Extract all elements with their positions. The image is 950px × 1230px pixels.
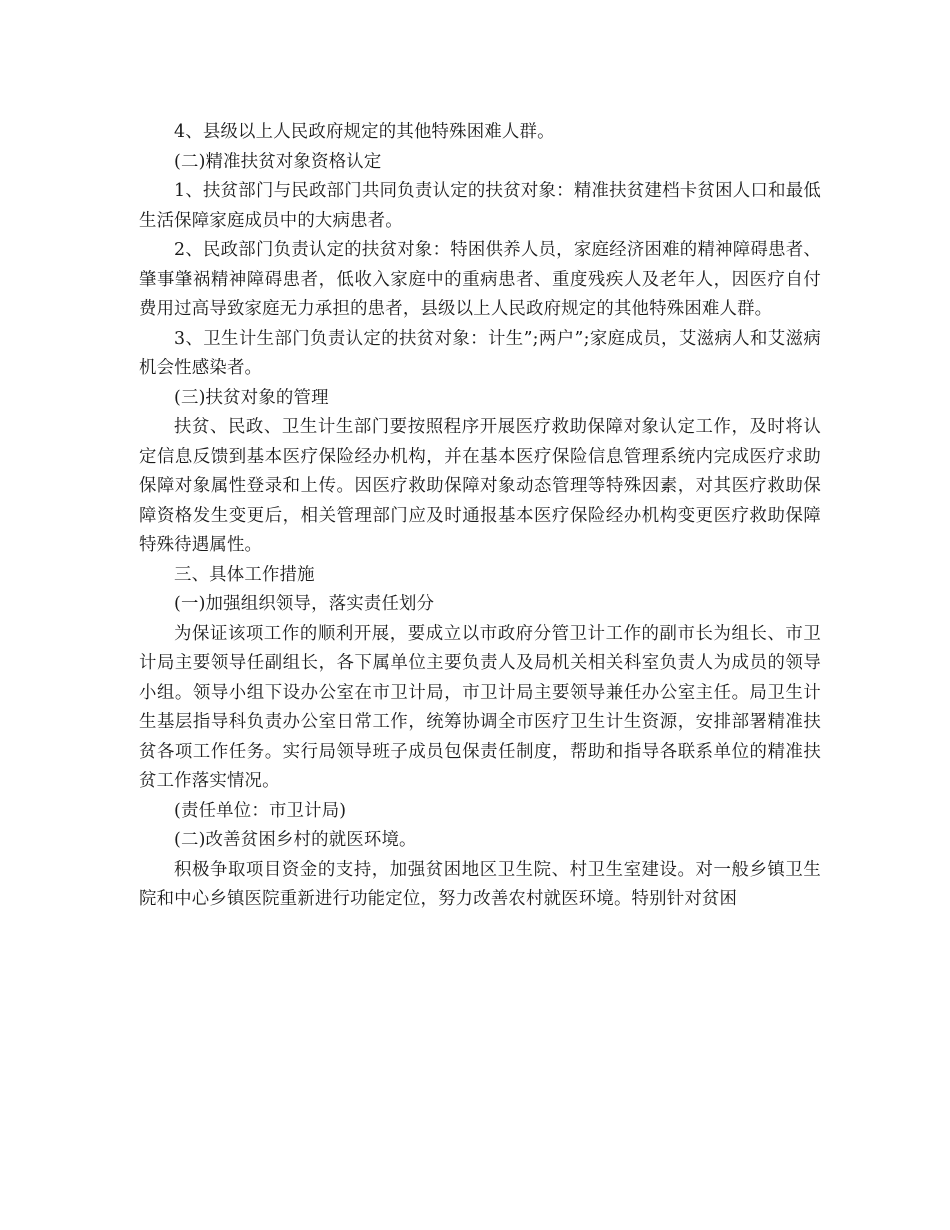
section-heading-environment: (二)改善贫困乡村的就医环境。	[174, 830, 417, 850]
paragraph-leadership: 为保证该项工作的顺利开展，要成立以市政府分管卫计工作的副市长为组长、市卫计局主要领导任副组长，各下属单位主要负责人及局机关相关科室负责人为成员的领导小组。领导小组下设办公室在市卫计局，市卫计局主要领导兼任办公室主任。局卫生计生基层指导科负责办公室日常工作，统筹协调全市医疗卫生计生资源，安排部署精准扶贫各项工作任务。实行局领导班子成员包保责任制度，帮助和指导各联系单位的精准扶贫工作落实情况。	[139, 623, 821, 791]
responsible-unit-note: (责任单位：市卫计局)	[174, 800, 347, 821]
chapter-heading-measures: 三、具体工作措施	[174, 564, 315, 585]
paragraph-environment: 积极争取项目资金的支持，加强贫困地区卫生院、村卫生室建设。对一般乡镇卫生院和中心乡镇医院重新进行功能定位，努力改善农村就医环境。特别针对贫困	[139, 859, 821, 909]
section-heading-eligibility: (二)精准扶贫对象资格认定	[174, 151, 382, 172]
paragraph-item-1: 1、扶贫部门与民政部门共同负责认定的扶贫对象：精准扶贫建档卡贫困人口和最低生活保障家庭成员中的大病患者。	[139, 181, 821, 231]
paragraph-item-3: 3、卫生计生部门负责认定的扶贫对象：计生”;两户”;家庭成员，艾滋病人和艾滋病机会性感染者。	[139, 328, 821, 378]
paragraph-item-2: 2、民政部门负责认定的扶贫对象：特困供养人员，家庭经济困难的精神障碍患者、肇事肇祸精神障碍患者，低收入家庭中的重病患者、重度残疾人及老年人，因医疗自付费用过高导致家庭无力承担的患者，县级以上人民政府规定的其他特殊困难人群。	[139, 240, 821, 319]
section-heading-management: (三)扶贫对象的管理	[174, 387, 329, 408]
section-heading-leadership: (一)加强组织领导，落实责任划分	[174, 594, 435, 614]
paragraph-item-4: 4、县级以上人民政府规定的其他特殊困难人群。	[174, 122, 555, 142]
document-body	[139, 118, 821, 915]
paragraph-management: 扶贫、民政、卫生计生部门要按照程序开展医疗救助保障对象认定工作，及时将认定信息反馈到基本医疗保险经办机构，并在基本医疗保险信息管理系统内完成医疗求助保障对象属性登录和上传。因医疗救助保障对象动态管理等特殊因素，对其医疗救助保障资格发生变更后，相关管理部门应及时通报基本医疗保险经办机构变更医疗救助保障特殊待遇属性。	[139, 417, 821, 555]
